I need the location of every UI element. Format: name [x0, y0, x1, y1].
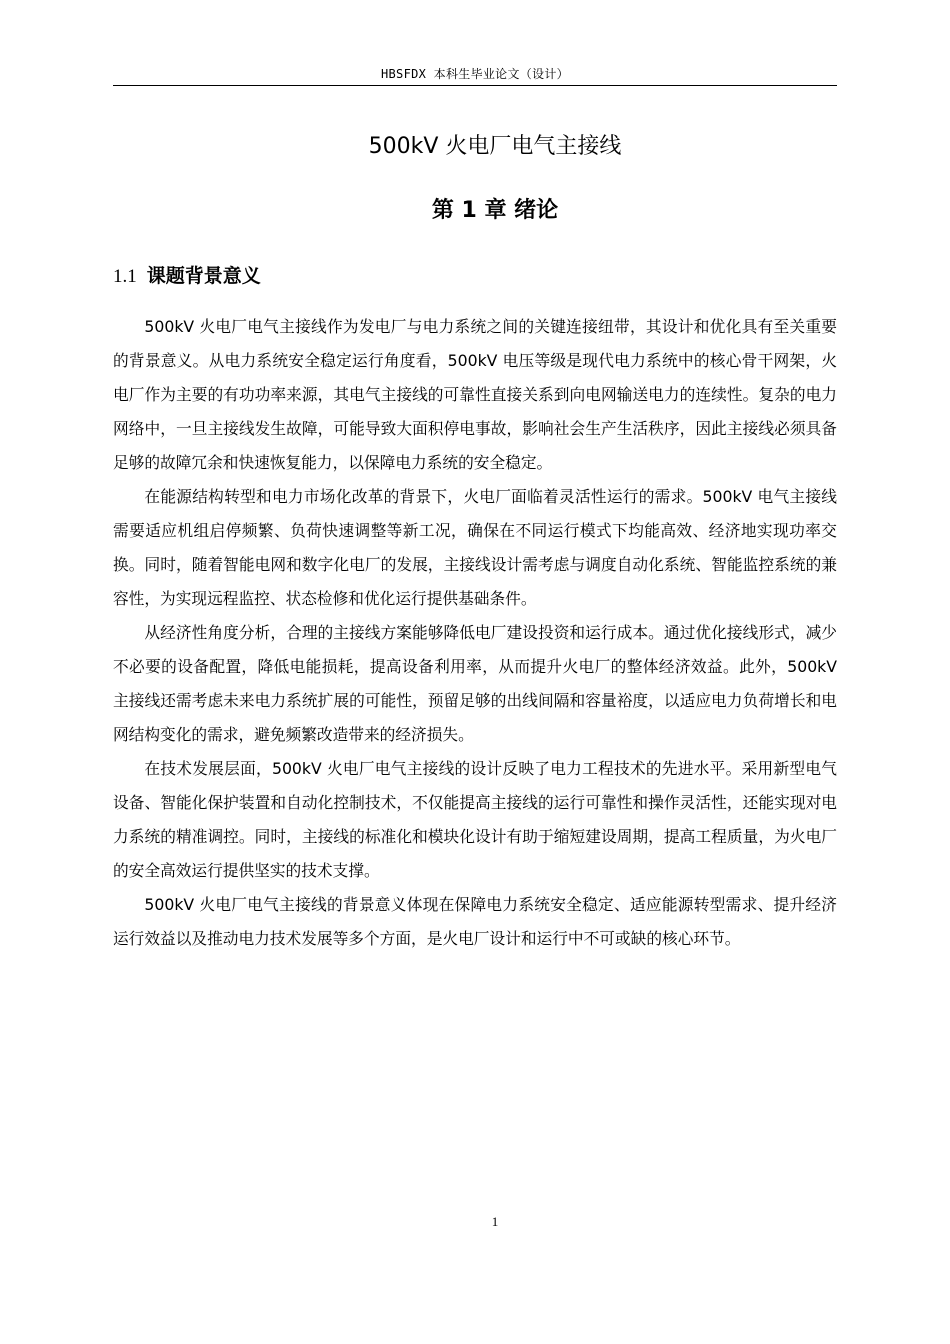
paragraph: 500kV 火电厂电气主接线作为发电厂与电力系统之间的关键连接纽带，其设计和优化具有至关重要的背景意义。从电力系统安全稳定运行角度看，500kV 电压等级是现代电力系统中的核心骨干网架，火电厂作为主要的有功功率来源，其电气主接线的可靠性直接关系到向电网输送电力的连续性。复杂的电力网络中，一旦主接线发生故障，可能导致大面积停电事故，影响社会生产生活秩序，因此主接线必须具备足够的故障冗余和快速恢复能力，以保障电力系统的安全稳定。: [113, 317, 837, 472]
running-header: HBSFDX 本科生毕业论文（设计）: [381, 67, 569, 81]
page-number: 1: [491, 1214, 499, 1229]
section-heading: [113, 262, 261, 291]
paragraph: 从经济性角度分析，合理的主接线方案能够降低电厂建设投资和运行成本。通过优化接线形式，减少不必要的设备配置，降低电能损耗，提高设备利用率，从而提升火电厂的整体经济效益。此外，500kV 主接线还需考虑未来电力系统扩展的可能性，预留足够的出线间隔和容量裕度，以适应电力负荷增长和电网结构变化的需求，避免频繁改造带来的经济损失。: [113, 623, 837, 744]
body-text: [113, 310, 837, 956]
section-number: 1.1: [113, 266, 137, 287]
paragraph: 在技术发展层面，500kV 火电厂电气主接线的设计反映了电力工程技术的先进水平。采用新型电气设备、智能化保护装置和自动化控制技术，不仅能提高主接线的运行可靠性和操作灵活性，还能实现对电力系统的精准调控。同时，主接线的标准化和模块化设计有助于缩短建设周期，提高工程质量，为火电厂的安全高效运行提供坚实的技术支撑。: [113, 759, 837, 880]
section-title: 课题背景意义: [146, 265, 261, 287]
document-title: 500kV 火电厂电气主接线: [368, 134, 622, 159]
paragraph: 500kV 火电厂电气主接线的背景意义体现在保障电力系统安全稳定、适应能源转型需求、提升经济运行效益以及推动电力技术发展等多个方面，是火电厂设计和运行中不可或缺的核心环节。: [113, 895, 837, 948]
header-rule: [113, 85, 837, 86]
chapter-title: 第 1 章 绪论: [431, 198, 559, 223]
paragraph: 在能源结构转型和电力市场化改革的背景下，火电厂面临着灵活性运行的需求。500kV 电气主接线需要适应机组启停频繁、负荷快速调整等新工况，确保在不同运行模式下均能高效、经济地实现功率交换。同时，随着智能电网和数字化电厂的发展，主接线设计需考虑与调度自动化系统、智能监控系统的兼容性，为实现远程监控、状态检修和优化运行提供基础条件。: [113, 487, 837, 608]
